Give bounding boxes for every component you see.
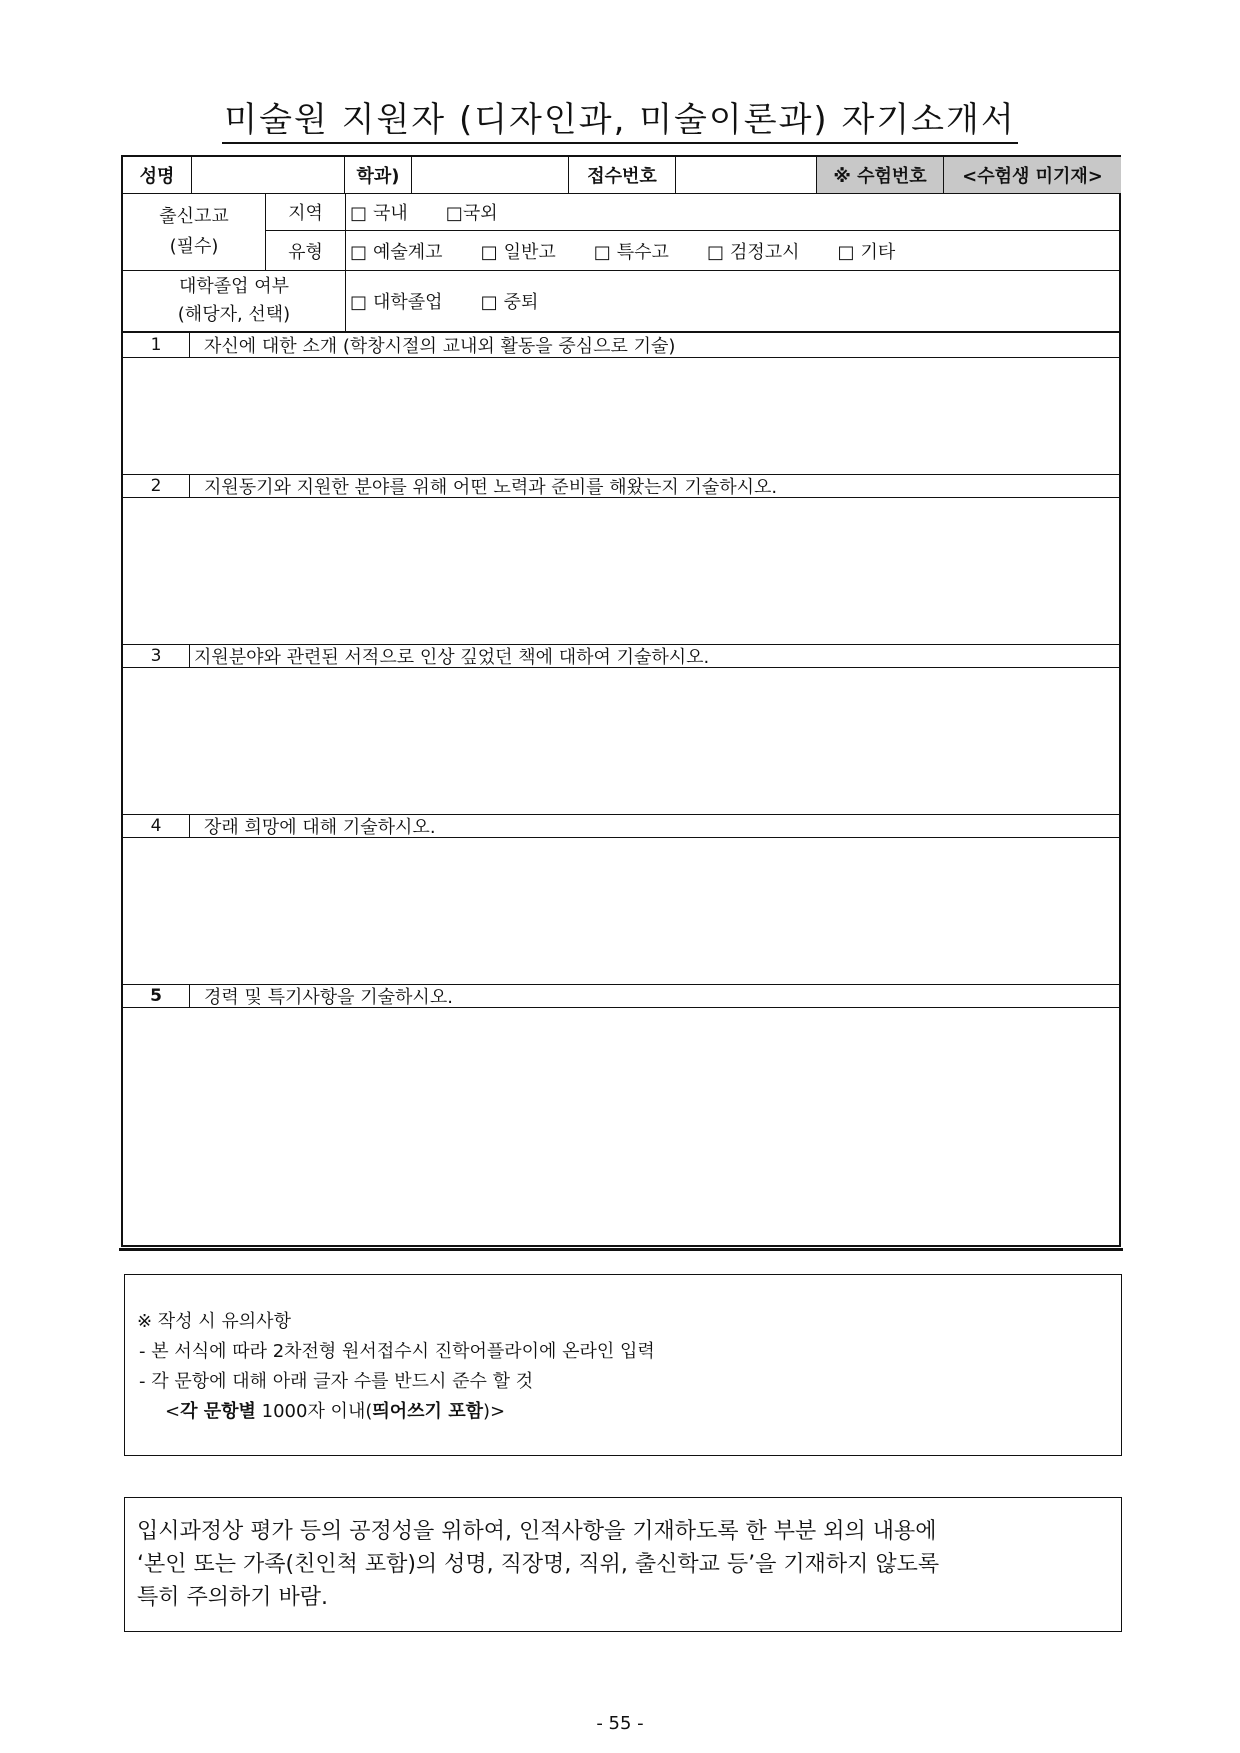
question-text: 지원동기와 지원한 분야를 위해 어떤 노력과 준비를 해왔는지 기술하시오. [204, 477, 778, 498]
notes-box [124, 1274, 1122, 1456]
page-number: - 55 - [596, 1713, 644, 1734]
type-option-special[interactable]: □ 특수고 [593, 241, 669, 263]
warning-line: ‘본인 또는 가족(친인척 포함)의 성명, 직장명, 직위, 출신학교 등’을 기재하지 않도록 [137, 1552, 940, 1577]
answer-area-4[interactable] [123, 838, 1121, 984]
region-label: 지역 [288, 203, 323, 224]
dept-label: 학과) [356, 166, 400, 187]
graduation-options [346, 271, 1121, 331]
checkbox-icon: □ [480, 292, 498, 313]
checkbox-icon: □ [350, 203, 368, 224]
question-text: 자신에 대한 소개 (학창시절의 교내외 활동을 중심으로 기술) [204, 336, 676, 357]
graduation-label-line1: 대학졸업 여부 [178, 276, 290, 297]
graduation-option-graduated[interactable]: □ 대학졸업 [350, 292, 443, 313]
region-option-overseas[interactable]: □국외 [445, 203, 498, 224]
answer-area-1[interactable] [123, 358, 1121, 474]
region-options [346, 194, 1121, 230]
checkbox-icon: □ [706, 241, 724, 263]
question-text: 장래 희망에 대해 기술하시오. [204, 817, 436, 838]
checkbox-icon: □ [480, 241, 498, 263]
high-school-label [123, 194, 265, 270]
application-form [121, 155, 1121, 1247]
notes-line: - 각 문항에 대해 아래 글자 수를 반드시 준수 할 것 [139, 1371, 534, 1392]
question-number: 5 [150, 986, 162, 1006]
question-number: 2 [150, 476, 162, 496]
type-option-general[interactable]: □ 일반고 [480, 241, 556, 263]
checkbox-icon: □ [593, 241, 611, 263]
answer-area-5[interactable] [123, 1008, 1121, 1244]
receipt-number-field[interactable] [676, 157, 816, 193]
document-title: 미술원 지원자 (디자인과, 미술이론과) 자기소개서 [0, 92, 1240, 141]
type-label: 유형 [288, 241, 323, 263]
warning-line: 특히 주의하기 바람. [137, 1585, 328, 1610]
question-number: 1 [150, 335, 162, 355]
question-text: 경력 및 특기사항을 기술하시오. [204, 987, 453, 1008]
notes-line: <각 문항별 1000자 이내(띄어쓰기 포함)> [165, 1401, 506, 1422]
exam-number-note: <수험생 미기재> [944, 157, 1121, 193]
type-options [346, 231, 1121, 270]
type-option-other[interactable]: □ 기타 [837, 241, 896, 263]
dept-field[interactable] [412, 157, 568, 193]
type-option-ged[interactable]: □ 검정고시 [706, 241, 800, 263]
graduation-label [123, 271, 345, 331]
question-text: 지원분야와 관련된 서적으로 인상 깊었던 책에 대하여 기술하시오. [194, 647, 710, 668]
name-field[interactable] [192, 157, 344, 193]
graduation-option-dropout[interactable]: □ 중퇴 [480, 292, 539, 313]
checkbox-icon: □ [445, 203, 463, 224]
answer-area-2[interactable] [123, 498, 1121, 644]
graduation-label-line2: (해당자, 선택) [177, 304, 291, 325]
checkbox-icon: □ [350, 241, 368, 263]
checkbox-icon: □ [837, 241, 855, 263]
notes-line: - 본 서식에 따라 2차전형 원서접수시 진학어플라이에 온라인 입력 [139, 1341, 655, 1362]
exam-number-label: ※ 수험번호 [817, 157, 943, 193]
region-option-domestic[interactable]: □ 국내 [350, 203, 408, 224]
checkbox-icon: □ [350, 292, 368, 313]
question-number: 4 [150, 816, 162, 836]
privacy-warning-box [124, 1497, 1122, 1632]
name-label: 성명 [139, 166, 175, 187]
receipt-number-label: 접수번호 [587, 166, 657, 187]
question-number: 3 [150, 646, 162, 666]
high-school-label-line2: (필수) [169, 236, 219, 257]
high-school-label-line1: 출신고교 [159, 206, 229, 227]
form-bottom-rule [119, 1248, 1123, 1251]
warning-line: 입시과정상 평가 등의 공정성을 위하여, 인적사항을 기재하도록 한 부분 외의 내용에 [137, 1519, 937, 1544]
notes-heading: ※ 작성 시 유의사항 [137, 1311, 291, 1332]
answer-area-3[interactable] [123, 668, 1121, 814]
type-option-arts[interactable]: □ 예술계고 [350, 241, 443, 263]
